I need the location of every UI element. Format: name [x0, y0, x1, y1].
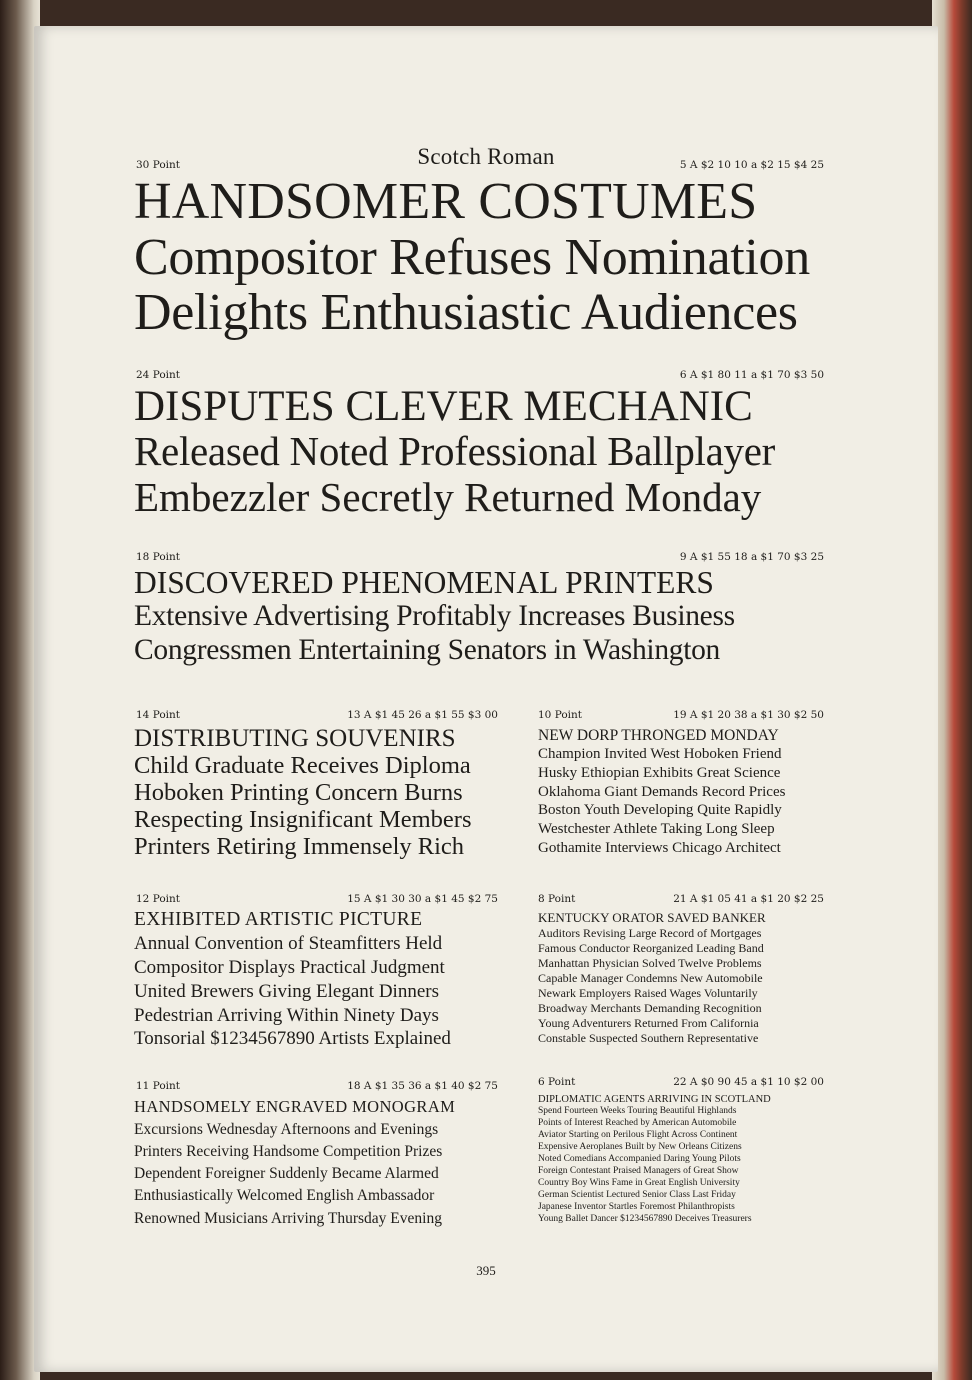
specimen-line: Respecting Insignificant Members [134, 806, 472, 833]
specimen-line: NEW DORP THRONGED MONDAY [538, 727, 779, 744]
specimen-line: Extensive Advertising Profitably Increases Business [134, 600, 735, 632]
size-label-10: 10 Point [538, 709, 582, 721]
specimen-line: Compositor Displays Practical Judgment [134, 957, 445, 978]
specimen-line: Pedestrian Arriving Within Ninety Days [134, 1005, 439, 1026]
specimen-line: Compositor Refuses Nomination [134, 229, 810, 286]
price-24: 6 A $1 80 11 a $1 70 $3 50 [679, 369, 824, 381]
specimen-line: DISPUTES CLEVER MECHANIC [134, 383, 753, 430]
specimen-line: Congressmen Entertaining Senators in Washington [134, 634, 721, 666]
specimen-line: Young Ballet Dancer $1234567890 Deceives Treasurers [538, 1214, 752, 1224]
price-14: 13 A $1 45 26 a $1 55 $3 00 [347, 709, 498, 721]
price-10: 19 A $1 20 38 a $1 30 $2 50 [673, 709, 824, 721]
specimen-line: Delights Enthusiastic Audiences [134, 284, 798, 341]
price-12: 15 A $1 30 30 a $1 45 $2 75 [347, 893, 498, 905]
specimen-line: Points of Interest Reached by American Automobile [538, 1118, 737, 1128]
price-11: 18 A $1 35 36 a $1 40 $2 75 [347, 1080, 498, 1092]
specimen-line: EXHIBITED ARTISTIC PICTURE [134, 909, 423, 930]
specimen-line: Capable Manager Condemns New Automobile [538, 971, 763, 985]
specimen-line: Oklahoma Giant Demands Record Prices [538, 784, 786, 800]
specimen-line: Broadway Merchants Demanding Recognition [538, 1001, 762, 1015]
specimen-line: Foreign Contestant Praised Managers of Great Show [538, 1166, 739, 1176]
specimen-line: Enthusiastically Welcomed English Ambassador [134, 1187, 435, 1204]
size-label-18: 18 Point [136, 551, 180, 563]
specimen-line: Dependent Foreigner Suddenly Became Alarmed [134, 1165, 439, 1182]
specimen-line: Japanese Inventor Startles Foremost Philanthropists [538, 1202, 735, 1212]
specimen-line: Young Adventurers Returned From California [538, 1016, 759, 1030]
specimen-line: KENTUCKY ORATOR SAVED BANKER [538, 910, 766, 925]
price-30: 5 A $2 10 10 a $2 15 $4 25 [679, 159, 824, 171]
specimen-line: German Scientist Lectured Senior Class Last Friday [538, 1190, 736, 1200]
specimen-line: HANDSOMELY ENGRAVED MONOGRAM [134, 1097, 456, 1116]
specimen-line: DISTRIBUTING SOUVENIRS [134, 725, 456, 752]
specimen-line: DIPLOMATIC AGENTS ARRIVING IN SCOTLAND [538, 1094, 771, 1105]
specimen-line: Annual Convention of Steamfitters Held [134, 933, 443, 954]
specimen-line: Excursions Wednesday Afternoons and Evenings [134, 1121, 439, 1138]
size-label-11: 11 Point [136, 1080, 180, 1092]
size-label-8: 8 Point [538, 893, 576, 905]
specimen-line: Westchester Athlete Taking Long Sleep [538, 821, 775, 837]
specimen-line: Spend Fourteen Weeks Touring Beautiful Highlands [538, 1106, 737, 1116]
size-label-12: 12 Point [136, 893, 180, 905]
specimen-line: Boston Youth Developing Quite Rapidly [538, 802, 782, 818]
catalog-page [34, 26, 938, 1372]
specimen-line: Champion Invited West Hoboken Friend [538, 746, 782, 762]
size-label-30: 30 Point [136, 159, 180, 171]
specimen-line: Hoboken Printing Concern Burns [134, 779, 463, 806]
specimen-line: Released Noted Professional Ballplayer [134, 428, 775, 474]
price-8: 21 A $1 05 41 a $1 20 $2 25 [673, 893, 824, 905]
specimen-line: Auditors Revising Large Record of Mortgages [538, 926, 762, 940]
specimen-line: Newark Employers Raised Wages Voluntarily [538, 986, 758, 1000]
specimen-line: DISCOVERED PHENOMENAL PRINTERS [134, 565, 714, 600]
specimen-line: United Brewers Giving Elegant Dinners [134, 981, 439, 1002]
specimen-line: Child Graduate Receives Diploma [134, 752, 471, 779]
specimen-line: Constable Suspected Southern Representative [538, 1031, 759, 1045]
specimen-line: Famous Conductor Reorganized Leading Band [538, 941, 764, 955]
size-label-14: 14 Point [136, 709, 180, 721]
specimen-line: Expensive Aeroplanes Built by New Orleans Citizens [538, 1142, 742, 1152]
specimen-line: HANDSOMER COSTUMES [134, 173, 758, 230]
page-title: Scotch Roman [417, 144, 555, 169]
specimen-line: Aviator Starting on Perilous Flight Across Continent [538, 1130, 738, 1140]
price-18: 9 A $1 55 18 a $1 70 $3 25 [679, 551, 824, 563]
specimen-line: Tonsorial $1234567890 Artists Explained [134, 1028, 451, 1049]
price-6: 22 A $0 90 45 a $1 10 $2 00 [673, 1076, 824, 1088]
specimen-line: Printers Receiving Handsome Competition Prizes [134, 1143, 443, 1160]
page-number: 395 [476, 1263, 496, 1278]
specimen-line: Noted Comedians Accompanied Daring Young Pilots [538, 1154, 741, 1164]
specimen-line: Country Boy Wins Fame in Great English University [538, 1178, 740, 1188]
size-label-24: 24 Point [136, 369, 180, 381]
specimen-line: Gothamite Interviews Chicago Architect [538, 840, 781, 856]
specimen-line: Renowned Musicians Arriving Thursday Evening [134, 1210, 442, 1227]
specimen-line: Husky Ethiopian Exhibits Great Science [538, 765, 781, 781]
specimen-line: Embezzler Secretly Returned Monday [134, 474, 762, 520]
size-label-6: 6 Point [538, 1076, 576, 1088]
specimen-line: Manhattan Physician Solved Twelve Problems [538, 956, 762, 970]
specimen-line: Printers Retiring Immensely Rich [134, 833, 465, 860]
book-right-edge [932, 0, 972, 1380]
